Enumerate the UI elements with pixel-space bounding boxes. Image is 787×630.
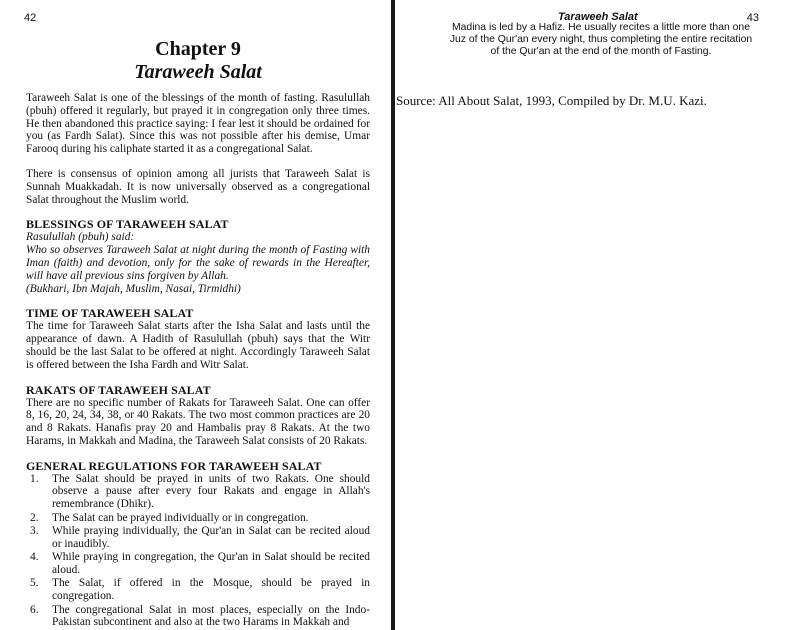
list-item: 2. The Salat can be prayed individually or in congregation. — [30, 511, 309, 524]
blessings-references: (Bukhari, Ibn Majah, Muslim, Nasai, Tirmidhi) — [26, 282, 241, 295]
page-number: 43 — [746, 12, 759, 24]
intro-paragraph-1: Taraweeh Salat is one of the blessings of the month of fasting. Rasulullah (pbuh) offered it regularly, but prayed it in congregation only three times. He then abandoned this practice saying: I fear lest it should be ordained for you (as Fardh Salat). Since this was not possible after his demise, Umar Farooq during his caliphate started it as a congregational Salat. — [26, 92, 370, 156]
page-gutter — [391, 0, 395, 630]
list-item: 3. While praying individually, the Qur'an in Salat can be recited aloud or inaudibly. — [30, 525, 370, 550]
left-page — [0, 0, 393, 630]
right-page — [396, 0, 787, 630]
chapter-title: Taraweeh Salat — [134, 61, 262, 83]
regulations-heading: GENERAL REGULATIONS FOR TARAWEEH SALAT — [26, 458, 322, 473]
list-item: 5. The Salat, if offered in the Mosque, should be prayed in congregation. — [30, 577, 370, 603]
blessings-attribution: Rasulullah (pbuh) said: — [26, 231, 135, 244]
continuation-paragraph: Madina is led by a Hafiz. He usually recites a little more than one Juz of the Qur'an every night, thus completing the entire recitation of the Qur'an at the end of the month of Fasting. — [449, 22, 753, 57]
regulations-list — [26, 473, 370, 629]
list-item: 1. The Salat should be prayed in units of two Rakats. One should observe a pause after every four Rakats and engage in Allah's remembrance (Dhikr). — [30, 472, 370, 510]
running-header: Taraweeh Salat — [558, 11, 638, 23]
page-number: 42 — [24, 12, 37, 24]
time-paragraph: The time for Taraweeh Salat starts after the Isha Salat and lasts until the appearance of dawn. A Hadith of Rasulullah (pbuh) says that the Witr should be the last Salat to be offered at night. Accordingly Taraweeh Salat is offered between the Isha Fardh and Witr Salat. — [26, 320, 370, 371]
blessings-heading: BLESSINGS OF TARAWEEH SALAT — [26, 217, 229, 232]
left-page-content — [26, 38, 370, 630]
list-item: 4. While praying in congregation, the Qur'an in Salat should be recited aloud. — [30, 551, 370, 576]
rakats-heading: RAKATS OF TARAWEEH SALAT — [26, 382, 211, 397]
chapter-number: Chapter 9 — [155, 38, 241, 60]
time-heading: TIME OF TARAWEEH SALAT — [26, 306, 194, 321]
intro-paragraph-2: There is consensus of opinion among all jurists that Taraweeh Salat is Sunnah Muakkadah. It is now universally observed as a congregational Salat throughout the Muslim world. — [26, 167, 370, 206]
blessings-hadith: Who so observes Taraweeh Salat at night during the month of Fasting with Iman (faith) and devotion, only for the sake of rewards in the Hereafter, will have all previous sins forgiven by Allah. — [26, 244, 370, 282]
source-citation: Source: All About Salat, 1993, Compiled by Dr. M.U. Kazi. — [396, 93, 707, 108]
rakats-paragraph: There are no specific number of Rakats for Taraweeh Salat. One can offer 8, 16, 20, 24, 34, 38, or 40 Rakats. The two most common practices are 20 and 8 Rakats. Hanafis pray 20 and Hambalis pray 8 Rakats. At the two Harams, in Makkah and Madina, the Taraweeh Salat consists of 20 Rakats. — [26, 396, 370, 447]
list-item: 6. The congregational Salat in most places, especially on the Indo-Pakistan subcontinent and also at the two Harams in Makkah and — [30, 603, 370, 629]
